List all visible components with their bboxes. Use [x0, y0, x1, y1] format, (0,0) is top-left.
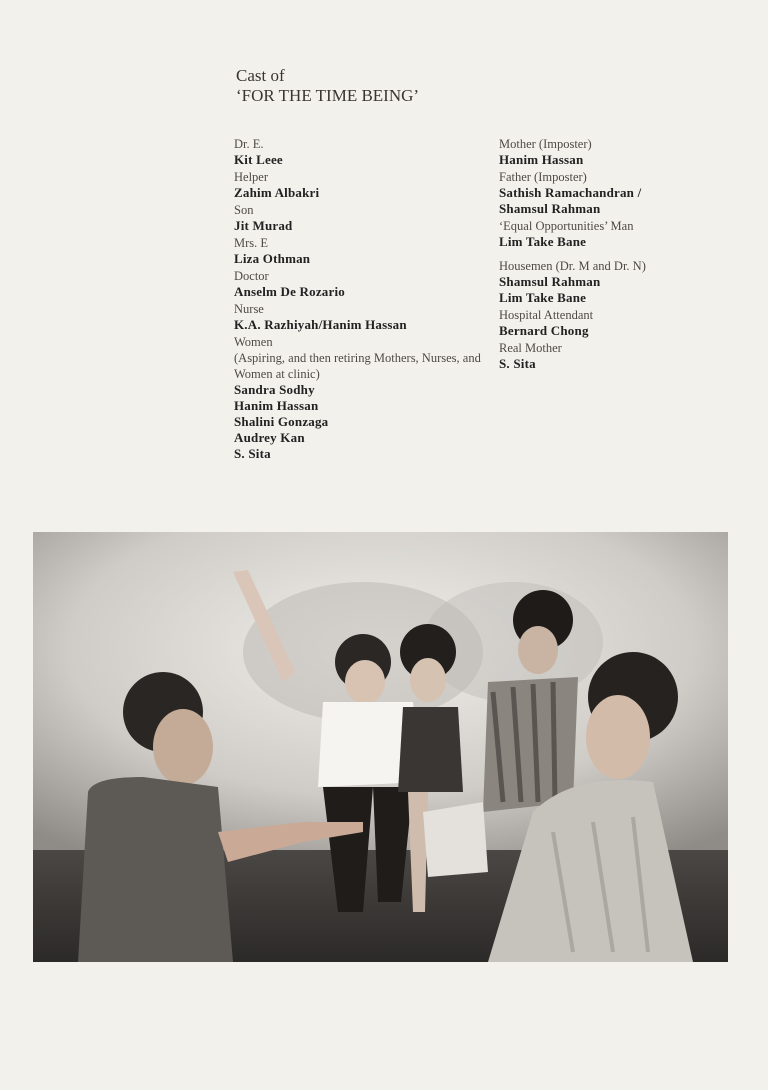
- cast-title: [236, 66, 419, 106]
- role-name: Hospital Attendant: [499, 308, 594, 322]
- cast-column-left: [234, 136, 484, 463]
- actor-name: K.A. Razhiyah/Hanim Hassan: [234, 317, 407, 332]
- role-name: Dr. E.: [234, 137, 264, 151]
- cast-entry: [499, 340, 719, 372]
- cast-entry: [234, 301, 484, 333]
- cast-entry: [499, 218, 719, 250]
- cast-entry: [234, 136, 484, 168]
- role-name: Real Mother: [499, 341, 562, 355]
- photo-illustration: [33, 532, 728, 962]
- role-name: Housemen (Dr. M and Dr. N): [499, 259, 646, 273]
- role-name: Mother (Imposter): [499, 137, 592, 151]
- role-name: Son: [234, 203, 254, 217]
- role-name: Father (Imposter): [499, 170, 587, 184]
- actor-name: Bernard Chong: [499, 323, 589, 338]
- actor-name: S. Sita: [234, 446, 271, 461]
- actor-name: Audrey Kan: [234, 430, 305, 445]
- actor-name: Shamsul Rahman: [499, 274, 601, 289]
- cast-entry: [234, 202, 484, 234]
- actor-name: Shalini Gonzaga: [234, 414, 329, 429]
- actor-name: Anselm De Rozario: [234, 284, 345, 299]
- cast-entry: [234, 268, 484, 300]
- role-name: Doctor: [234, 269, 269, 283]
- cast-column-right: [499, 136, 719, 373]
- role-name: Women: [234, 335, 273, 349]
- actor-name: Sandra Sodhy: [234, 382, 315, 397]
- actor-name: Liza Othman: [234, 251, 311, 266]
- cast-entry: [499, 169, 719, 217]
- actor-name: Lim Take Bane: [499, 290, 587, 305]
- role-name: Mrs. E: [234, 236, 269, 250]
- title-line-1: Cast of: [236, 66, 285, 85]
- cast-entry: [499, 258, 719, 306]
- actor-name: Hanim Hassan: [234, 398, 319, 413]
- actor-name: Sathish Ramachandran /: [499, 185, 642, 200]
- role-name: Helper: [234, 170, 269, 184]
- actor-name: Hanim Hassan: [499, 152, 584, 167]
- cast-photograph: [33, 532, 728, 962]
- cast-entry: [499, 307, 719, 339]
- actor-name: Jit Murad: [234, 218, 293, 233]
- actor-name: Lim Take Bane: [499, 234, 587, 249]
- actor-name: Zahim Albakri: [234, 185, 320, 200]
- title-line-2: ‘FOR THE TIME BEING’: [236, 86, 420, 105]
- cast-entry: [234, 169, 484, 201]
- cast-entry-women: [234, 334, 484, 462]
- role-note: (Aspiring, and then retiring Mothers, Nurses, and Women at clinic): [234, 351, 481, 381]
- cast-entry: [499, 136, 719, 168]
- actor-name: Shamsul Rahman: [499, 201, 601, 216]
- role-name: Nurse: [234, 302, 264, 316]
- role-name: ‘Equal Opportunities’ Man: [499, 219, 634, 233]
- actor-name: Kit Leee: [234, 152, 283, 167]
- cast-entry: [234, 235, 484, 267]
- actor-name: S. Sita: [499, 356, 536, 371]
